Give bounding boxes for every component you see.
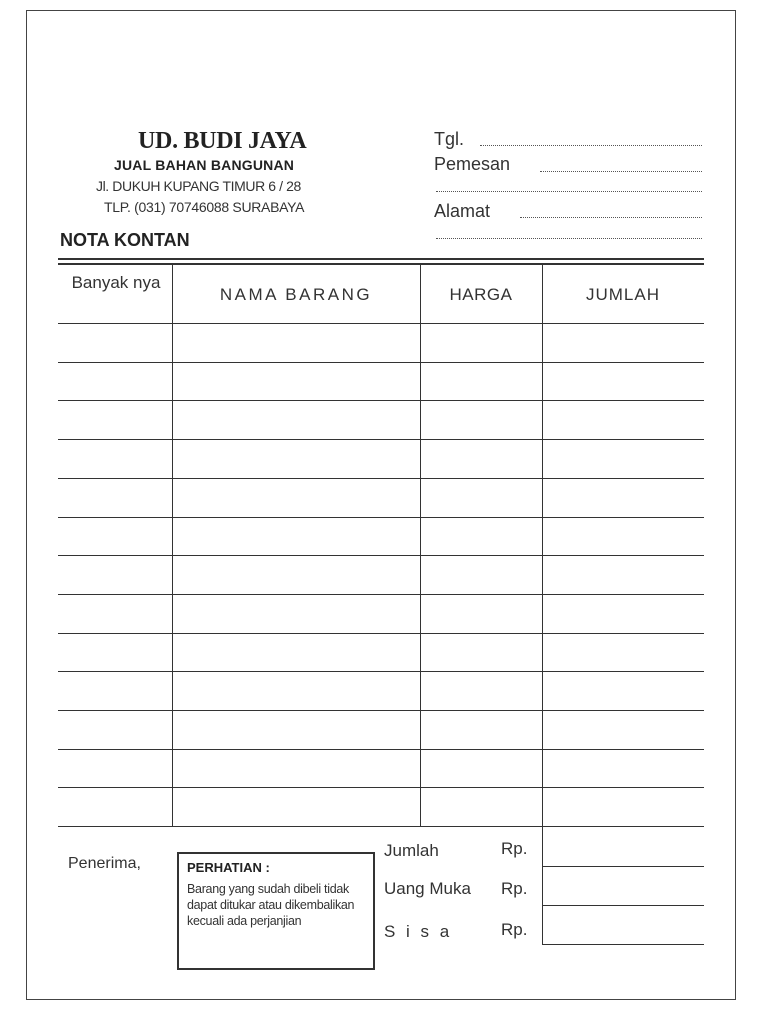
table-row-line[interactable] <box>58 594 704 595</box>
header-divider <box>58 258 704 260</box>
column-divider-quantity <box>172 265 173 826</box>
store-tagline: JUAL BAHAN BANGUNAN <box>114 157 295 173</box>
table-row-line[interactable] <box>58 478 704 479</box>
table-row-line[interactable] <box>58 787 704 788</box>
header-divider-inner <box>58 263 704 265</box>
customer-field[interactable] <box>540 171 702 172</box>
table-row-line[interactable] <box>58 362 704 363</box>
customer-label: Pemesan <box>434 154 511 174</box>
down-payment-value-line[interactable] <box>542 905 704 906</box>
notice-text: Barang yang sudah dibeli tidak dapat ditukar atau dikembalikan kecuali ada perjanjian <box>187 882 355 928</box>
column-divider-item-name <box>420 265 421 826</box>
table-row-line[interactable] <box>58 671 704 672</box>
table-row-line[interactable] <box>58 826 704 827</box>
column-header-price: HARGA <box>449 285 513 304</box>
notice-title: PERHATIAN : <box>187 860 270 875</box>
column-header-quantity: Banyak nya <box>71 273 161 292</box>
subtotal-label: Jumlah <box>384 841 439 860</box>
table-row-line[interactable] <box>58 400 704 401</box>
customer-field-line2[interactable] <box>436 191 702 192</box>
receiver-label: Penerima, <box>68 855 141 872</box>
down-payment-label: Uang Muka <box>384 879 471 898</box>
column-header-item-name: NAMA BARANG <box>219 285 373 304</box>
notice-box <box>177 852 375 970</box>
date-field[interactable] <box>480 145 702 146</box>
table-row-line[interactable] <box>58 633 704 634</box>
store-phone: TLP. (031) 70746088 SURABAYA <box>104 199 305 215</box>
subtotal-value-line[interactable] <box>542 866 704 867</box>
store-address: Jl. DUKUH KUPANG TIMUR 6 / 28 <box>96 178 301 194</box>
table-row-line[interactable] <box>58 439 704 440</box>
balance-label: S i s a <box>384 922 453 941</box>
column-header-total: JUMLAH <box>585 285 660 304</box>
subtotal-currency: Rp. <box>501 839 528 858</box>
balance-currency: Rp. <box>501 920 528 939</box>
down-payment-currency: Rp. <box>501 879 528 898</box>
date-label: Tgl. <box>434 129 465 149</box>
balance-value-line[interactable] <box>542 944 704 945</box>
address-field-line2[interactable] <box>436 238 702 239</box>
column-divider-price <box>542 265 543 944</box>
table-row-line[interactable] <box>58 517 704 518</box>
address-field[interactable] <box>520 217 702 218</box>
table-row-line[interactable] <box>58 555 704 556</box>
table-row-line[interactable] <box>58 749 704 750</box>
header-row-bottom-line <box>58 323 704 324</box>
address-label: Alamat <box>434 201 491 221</box>
table-row-line[interactable] <box>58 710 704 711</box>
document-title: NOTA KONTAN <box>60 230 190 250</box>
store-name: UD. BUDI JAYA <box>138 128 307 154</box>
